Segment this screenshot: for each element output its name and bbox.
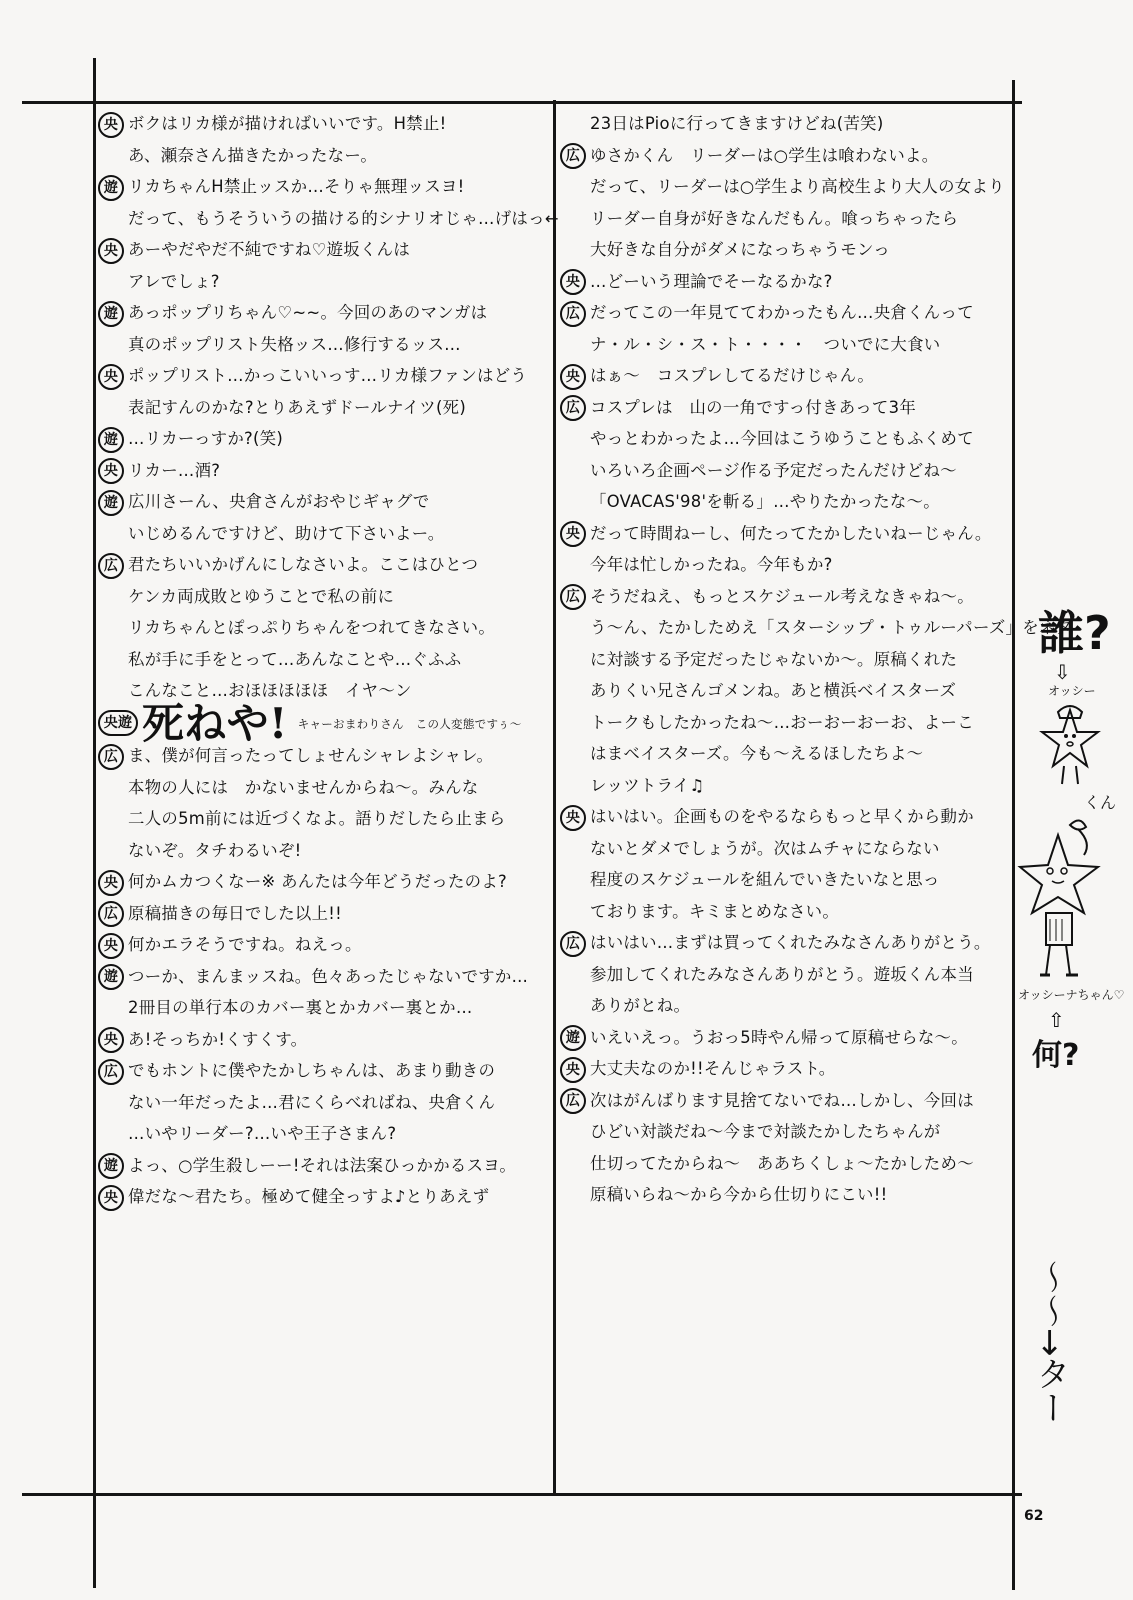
- dialogue-line: [98, 392, 550, 424]
- dialogue-line: [98, 929, 550, 961]
- dialogue-text: に対談する予定だったじゃないか〜。原稿くれた: [590, 649, 958, 669]
- dialogue-text: 23日はPioに行ってきますけどね(苦笑): [590, 114, 884, 133]
- speaker-mark: 央: [98, 1185, 124, 1211]
- dialogue-text: だって時間ねーし、何たってたかしたいねーじゃん。: [590, 523, 992, 543]
- dialogue-line: [560, 1116, 1008, 1148]
- dialogue-text: リカー…酒?: [128, 460, 221, 480]
- speaker-mark: 央: [98, 870, 124, 896]
- dialogue-text: 大好きな自分がダメになっちゃうモンっ: [590, 240, 890, 259]
- speaker-mark: 央: [98, 112, 124, 138]
- dialogue-text: ない一年だったよ…君にくらべればね、央倉くん: [128, 1092, 496, 1112]
- aside-text: キャーおまわりさん この人変態ですぅ〜: [297, 716, 522, 731]
- dialogue-text: 程度のスケジュールを組んでいきたいなと思っ: [590, 870, 940, 889]
- dialogue-text: ナ・ル・シ・ス・ト・・・・ ついでに大食い: [590, 334, 941, 354]
- dialogue-line: [98, 992, 550, 1024]
- dialogue-line: [560, 1053, 1008, 1085]
- dialogue-text: つーか、まんまッスね。色々あったじゃないですか…: [128, 966, 529, 986]
- speaker-mark: 央: [560, 269, 586, 295]
- dialogue-line: [560, 392, 1008, 424]
- dialogue-line: [560, 203, 1008, 235]
- dialogue-line: [560, 707, 1008, 739]
- dialogue-text: やっとわかったよ…今回はこうゆうこともふくめて: [590, 429, 974, 448]
- speaker-mark: 央: [98, 364, 124, 390]
- up-arrow-icon: ⇧: [1048, 1008, 1065, 1032]
- dialogue-line: [560, 990, 1008, 1022]
- dialogue-text: ないとダメでしょうが。次はムチャにならない: [590, 838, 940, 858]
- dialogue-text: 偉だな〜君たち。極めて健全っすよ♪とりあえず: [128, 1187, 490, 1206]
- dialogue-text: いえいえっ。うおっ5時やん帰って原稿せらな〜。: [590, 1027, 968, 1047]
- dialogue-line: [560, 140, 1008, 172]
- page-number: 62: [1024, 1508, 1044, 1524]
- dialogue-text: ゆさかくん リーダーは○学生は喰わないよ。: [590, 145, 939, 165]
- dialogue-text: 次はがんばります見捨てないでね…しかし、今回は: [590, 1090, 974, 1110]
- dialogue-line: [560, 959, 1008, 991]
- dialogue-text: あっポップリちゃん♡~~。今回のあのマンガは: [128, 303, 488, 322]
- dialogue-text: だって、もうそういうの描ける的シナリオじゃ…げはっ←: [128, 208, 559, 228]
- dialogue-text: 「OVACAS'98'を斬る」…やりたかったな〜。: [590, 492, 940, 511]
- down-arrow-icon: ⇩: [1054, 660, 1071, 684]
- dialogue-text: 広川さーん、央倉さんがおやじギャグで: [128, 492, 430, 511]
- dialogue-text: 大丈夫なのか!!そんじゃラスト。: [590, 1059, 836, 1078]
- dialogue-line: [560, 455, 1008, 487]
- dialogue-line: [98, 803, 550, 835]
- left-rule: [93, 58, 96, 1588]
- dialogue-text: …どーいう理論でそーなるかな?: [590, 271, 833, 291]
- speaker-mark: 央: [560, 364, 586, 390]
- dialogue-text: リーダー自身が好きなんだもん。喰っちゃったら: [590, 208, 959, 228]
- dialogue-text: ボクはリカ様が描ければいいです。H禁止!: [128, 114, 447, 133]
- star-character-icon: [1040, 700, 1100, 790]
- dialogue-text: 死ねや!: [142, 698, 288, 748]
- speaker-mark: 広: [98, 744, 124, 770]
- dialogue-line: [560, 234, 1008, 266]
- speaker-mark: 央: [560, 521, 586, 547]
- dialogue-text: 何かエラそうですね。ねえっ。: [128, 935, 362, 954]
- speaker-mark: 央: [98, 933, 124, 959]
- speaker-mark: 遊: [98, 175, 124, 201]
- dialogue-text: ありがとね。: [590, 996, 691, 1015]
- speaker-mark: 広: [560, 395, 586, 421]
- dialogue-line: [560, 171, 1008, 203]
- dialogue-text: いじめるんですけど、助けて下さいよー。: [128, 523, 445, 543]
- dialogue-text: いろいろ企画ページ作る予定だったんだけどね〜: [590, 460, 957, 480]
- dialogue-text: う〜ん、たかしためえ「スターシップ・トゥルーパーズ」をネタ: [590, 618, 1073, 637]
- dialogue-line: [560, 1148, 1008, 1180]
- dialogue-line: [98, 698, 550, 748]
- dialogue-text: 2冊目の単行本のカバー裏とかカバー裏とか…: [128, 998, 473, 1017]
- dialogue-line: [98, 140, 550, 172]
- margin-what-text: 何?: [1032, 1038, 1080, 1073]
- dialogue-line: [560, 518, 1008, 550]
- dialogue-line: [98, 1150, 550, 1182]
- dialogue-text: ないぞ。タチわるいぞ!: [128, 840, 302, 860]
- dialogue-line: [560, 801, 1008, 833]
- margin-squiggle-text: 〜〜→ター: [1030, 1260, 1070, 1425]
- margin-label-kun: くん: [1084, 793, 1117, 812]
- margin-label-ossyna: オッシーナちゃん♡: [1018, 988, 1125, 1002]
- speaker-mark: 広: [560, 931, 586, 957]
- speaker-mark: 央: [560, 805, 586, 831]
- dialogue-line: [98, 455, 550, 487]
- dialogue-text: ケンカ両成敗とゆうことで私の前に: [128, 586, 395, 606]
- speaker-mark: 遊: [560, 1025, 586, 1051]
- left-column: [98, 108, 559, 1213]
- dialogue-text: 仕切ってたからね〜 ああちくしょ〜たかしため〜: [590, 1153, 974, 1173]
- dialogue-line: [98, 772, 550, 804]
- dialogue-text: …いやリーダー?…いや王子さまん?: [128, 1124, 397, 1143]
- dialogue-text: ま、僕が何言ったってしょせんシャレよシャレ。: [128, 746, 494, 765]
- dialogue-line: [98, 898, 550, 930]
- dialogue-line: [98, 1118, 550, 1150]
- dialogue-line: [98, 518, 550, 550]
- dialogue-line: [98, 549, 550, 581]
- dialogue-text: はいはい。企画ものをやるならもっと早くから動か: [590, 807, 974, 826]
- dialogue-line: [98, 612, 550, 644]
- dialogue-text: コスプレは 山の一角ですっ付きあって3年: [590, 397, 917, 417]
- dialogue-text: こんなこと…おほほほほほ イヤ〜ン: [128, 681, 412, 700]
- dialogue-text: 二人の5m前には近づくなよ。語りだしたら止まら: [128, 809, 506, 828]
- dialogue-text: 今年は忙しかったね。今年もか?: [590, 555, 833, 574]
- dialogue-line: [98, 835, 550, 867]
- dialogue-text: だって、リーダーは○学生より高校生より大人の女より: [590, 177, 1005, 196]
- dialogue-line: [560, 549, 1008, 581]
- dialogue-line: [560, 108, 1008, 140]
- dialogue-text: 本物の人には かないませんからね〜。みんな: [128, 777, 479, 797]
- dialogue-text: トークもしたかったね〜…おーおーおーお、よーこ: [590, 712, 974, 732]
- dialogue-line: [560, 770, 1008, 802]
- speaker-mark: 広: [560, 1088, 586, 1114]
- dialogue-line: [98, 866, 550, 898]
- dialogue-line: [560, 266, 1008, 298]
- dialogue-line: [560, 360, 1008, 392]
- dialogue-text: レッツトライ♫: [590, 775, 705, 795]
- dialogue-line: [560, 833, 1008, 865]
- speaker-mark: 央: [98, 458, 124, 484]
- dialogue-text: ポップリスト…かっこいいっす…リカ様ファンはどう: [128, 366, 528, 385]
- dialogue-line: [560, 297, 1008, 329]
- dialogue-text: 表記すんのかな?とりあえずドールナイツ(死): [128, 397, 467, 417]
- dialogue-text: あ、瀬奈さん描きたかったなー。: [128, 145, 378, 165]
- dialogue-text: 真のポップリスト失格ッス…修行するッス…: [128, 334, 461, 354]
- dialogue-text: ありくい兄さんゴメンね。あと横浜ベイスターズ: [590, 681, 957, 700]
- dialogue-line: [98, 486, 550, 518]
- dialogue-line: [560, 864, 1008, 896]
- dialogue-line: [560, 644, 1008, 676]
- dialogue-text: はまベイスターズ。今も〜えるほしたちよ〜: [590, 744, 924, 763]
- dialogue-text: でもホントに僕やたかしちゃんは、あまり動きの: [128, 1061, 496, 1080]
- dialogue-line: [98, 171, 550, 203]
- dialogue-text: 原稿描きの毎日でした以上!!: [128, 903, 343, 923]
- margin-label-ossy: オッシー: [1048, 684, 1096, 698]
- dialogue-line: [98, 1024, 550, 1056]
- dialogue-text: 何かムカつくなー※ あんたは今年どうだったのよ?: [128, 872, 508, 891]
- dialogue-line: [560, 581, 1008, 613]
- dialogue-line: [98, 297, 550, 329]
- dialogue-line: [560, 1022, 1008, 1054]
- dialogue-text: ております。キミまとめなさい。: [590, 901, 840, 921]
- dialogue-line: [98, 1181, 550, 1213]
- dialogue-text: よっ、○学生殺しーー!それは法案ひっかかるスヨ。: [128, 1155, 517, 1175]
- dialogue-line: [98, 423, 550, 455]
- right-rule: [1012, 80, 1015, 1590]
- dialogue-text: ひどい対談だね〜今まで対談たかしたちゃんが: [590, 1122, 941, 1141]
- dialogue-line: [560, 329, 1008, 361]
- speaker-mark: 央遊: [98, 710, 138, 736]
- dialogue-line: [560, 896, 1008, 928]
- dialogue-line: [98, 329, 550, 361]
- margin-who-text: 誰?: [1038, 606, 1111, 660]
- speaker-mark: 広: [98, 901, 124, 927]
- dialogue-line: [560, 738, 1008, 770]
- dialogue-text: はいはい…まずは買ってくれたみなさんありがとう。: [590, 933, 991, 952]
- dialogue-line: [560, 1085, 1008, 1117]
- top-rule: [22, 101, 1022, 104]
- speaker-mark: 遊: [98, 964, 124, 990]
- speaker-mark: 央: [98, 1027, 124, 1053]
- dialogue-line: [560, 486, 1008, 518]
- dialogue-text: あ!そっちか!くすくす。: [128, 1029, 308, 1049]
- dialogue-text: アレでしょ?: [128, 271, 220, 291]
- speaker-mark: 広: [98, 553, 124, 579]
- dialogue-line: [98, 203, 559, 235]
- speaker-mark: 広: [560, 143, 586, 169]
- dialogue-text: 君たちいいかげんにしなさいよ。ここはひとつ: [128, 555, 479, 574]
- dialogue-text: 参加してくれたみなさんありがとう。遊坂くん本当: [590, 964, 974, 984]
- dialogue-text: リカちゃんH禁止ッスか…そりゃ無理ッスヨ!: [128, 177, 465, 196]
- speaker-mark: 央: [560, 1057, 586, 1083]
- dialogue-line: [98, 266, 550, 298]
- speaker-mark: 遊: [98, 1153, 124, 1179]
- dialogue-line: [98, 581, 550, 613]
- dialogue-line: [98, 108, 550, 140]
- dialogue-line: [560, 1179, 1008, 1211]
- dialogue-text: そうだねえ、もっとスケジュール考えなきゃね〜。: [590, 586, 974, 606]
- dialogue-line: [560, 927, 1008, 959]
- speaker-mark: 遊: [98, 427, 124, 453]
- dialogue-text: リカちゃんとぽっぷりちゃんをつれてきなさい。: [128, 618, 496, 637]
- dialogue-line: [98, 1055, 550, 1087]
- dialogue-text: はぁ〜 コスプレしてるだけじゃん。: [590, 366, 875, 385]
- dialogue-line: [98, 961, 550, 993]
- dialogue-line: [98, 360, 550, 392]
- dialogue-line: [560, 612, 1073, 644]
- column-divider: [553, 100, 556, 1496]
- dialogue-text: …リカーっすか?(笑): [128, 429, 284, 448]
- speaker-mark: 広: [98, 1059, 124, 1085]
- star-girl-character-icon: [1018, 815, 1108, 985]
- dialogue-line: [98, 234, 550, 266]
- dialogue-line: [98, 1087, 550, 1119]
- bottom-rule: [22, 1493, 1022, 1496]
- speaker-mark: 広: [560, 584, 586, 610]
- speaker-mark: 広: [560, 301, 586, 327]
- dialogue-line: [98, 740, 550, 772]
- speaker-mark: 央: [98, 238, 124, 264]
- dialogue-line: [98, 644, 550, 676]
- dialogue-text: あーやだやだ不純ですね♡遊坂くんは: [128, 240, 411, 259]
- dialogue-text: 私が手に手をとって…あんなことや…ぐふふ: [128, 649, 462, 669]
- speaker-mark: 遊: [98, 490, 124, 516]
- dialogue-text: だってこの一年見ててわかったもん…央倉くんって: [590, 303, 974, 322]
- dialogue-line: [560, 675, 1008, 707]
- dialogue-text: 原稿いらね〜から今から仕切りにこい!!: [590, 1185, 888, 1204]
- speaker-mark: 遊: [98, 301, 124, 327]
- dialogue-line: [560, 423, 1008, 455]
